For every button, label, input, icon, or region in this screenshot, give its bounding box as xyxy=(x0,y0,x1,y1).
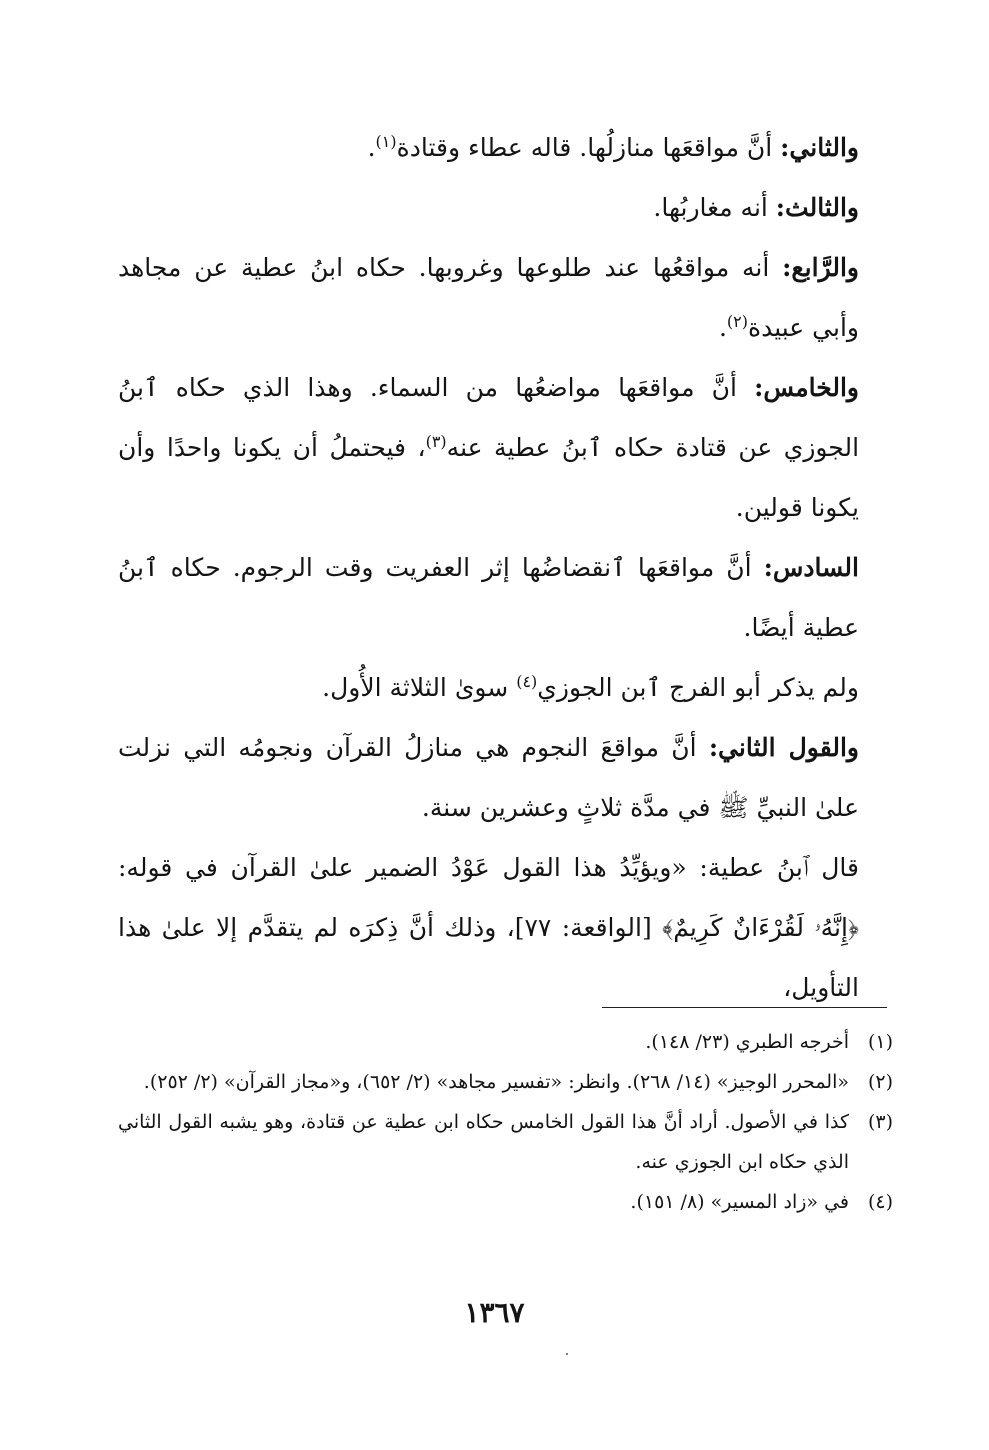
paragraph-text: ولم يذكر أبو الفرج ٱبن الجوزي xyxy=(537,673,859,702)
footnote-4 xyxy=(118,1182,893,1222)
footnote-number: (٣) xyxy=(867,1111,893,1133)
paragraph-lead: والرَّابع: xyxy=(782,253,859,282)
footnote-text: كذا في الأصول. أراد أنَّ هذا القول الخامس حكاه ابن عطية عن قتادة، وهو يشبه القول الثاني الذي حكاه ابن الجوزي عنه. xyxy=(118,1111,849,1173)
footnote-number: (١) xyxy=(867,1031,893,1053)
footnote-ref: (٣) xyxy=(425,432,447,451)
paragraph-ibn-atiyya-quote xyxy=(118,838,893,1018)
paragraph-tail: . xyxy=(718,313,727,342)
paragraph-tail: سوىٰ الثلاثة الأُول. xyxy=(322,673,517,702)
paragraph-third-opinion xyxy=(118,178,893,238)
paragraph-lead: السادس: xyxy=(763,553,859,582)
paragraph-lead: والثاني: xyxy=(780,133,859,162)
paragraph-sixth-opinion xyxy=(118,538,893,658)
scan-speck xyxy=(566,1353,568,1355)
paragraph-lead: والثالث: xyxy=(775,193,859,222)
footnote-2 xyxy=(118,1062,893,1102)
footnote-ref: (٤) xyxy=(516,672,538,691)
paragraph-second-saying xyxy=(118,718,893,838)
paragraph-tail: ، فيحتملُ أن يكونا واحدًا وأن يكونا قولين. xyxy=(118,433,859,522)
footnote-text: «المحرر الوجيز» (١٤/ ٢٦٨). وانظر: «تفسير مجاهد» (٢/ ٦٥٢)، و«مجاز القرآن» (٢/ ٢٥٢). xyxy=(143,1071,849,1093)
paragraph-lead: والقول الثاني: xyxy=(708,733,859,762)
footnote-3 xyxy=(118,1102,893,1182)
footnote-text: في «زاد المسير» (٨/ ١٥١). xyxy=(630,1191,849,1213)
paragraph-ibn-al-jawzi xyxy=(118,658,893,718)
paragraph-fifth-opinion xyxy=(118,358,893,538)
paragraph-text: أنه مواقعُها عند طلوعها وغروبها. حكاه ابنُ عطية عن مجاهد وأبي عبيدة xyxy=(118,253,859,342)
footnote-ref: (١) xyxy=(375,132,397,151)
footnote-number: (٤) xyxy=(867,1191,893,1213)
footnote-number: (٢) xyxy=(867,1071,893,1093)
paragraph-text: أنَّ مواقعَها مواضعُها من السماء. وهذا الذي حكاه ٱبنُ الجوزي عن قتادة حكاه ٱبنُ عطية عنه xyxy=(118,373,860,462)
footnote-text: أخرجه الطبري (٢٣/ ١٤٨). xyxy=(645,1031,849,1053)
paragraph-text: أنَّ مواقعَها ٱنقضاضُها إثر العفريت وقت الرجوم. حكاه ٱبنُ عطية أيضًا. xyxy=(118,553,859,642)
paragraph-text: قال ٱبنُ عطية: «ويؤيِّدُ هذا القول عَوْدُ الضمير علىٰ القرآن في قوله: ﴿إِنَّهُۥ لَقُرْءَانٌ كَرِيمٌ﴾ [الواقعة: ٧٧]، وذلك أنَّ ذِكرَه لم يتقدَّم إلا علىٰ هذا التأويل، xyxy=(118,853,859,1002)
paragraph-text: أنه مغاربُها. xyxy=(653,193,776,222)
paragraph-lead: والخامس: xyxy=(754,373,859,402)
paragraph-fourth-opinion xyxy=(118,238,893,358)
footnote-separator xyxy=(602,1007,887,1008)
footnote-ref: (٢) xyxy=(726,312,748,331)
paragraph-text: أنَّ مواقعَها منازلُها. قاله عطاء وقتادة xyxy=(396,133,781,162)
footnote-1 xyxy=(118,1022,893,1062)
footnotes xyxy=(118,1022,893,1222)
page-number: ١٣٦٧ xyxy=(464,1296,525,1329)
paragraph-text: أنَّ مواقعَ النجوم هي منازلُ القرآن ونجومُه التي نزلت علىٰ النبيِّ ﷺ في مدَّة ثلاثٍ وعشرين سنة. xyxy=(118,733,859,822)
paragraph-second-opinion xyxy=(118,118,893,178)
paragraph-tail: . xyxy=(367,133,376,162)
main-text xyxy=(118,118,893,1018)
